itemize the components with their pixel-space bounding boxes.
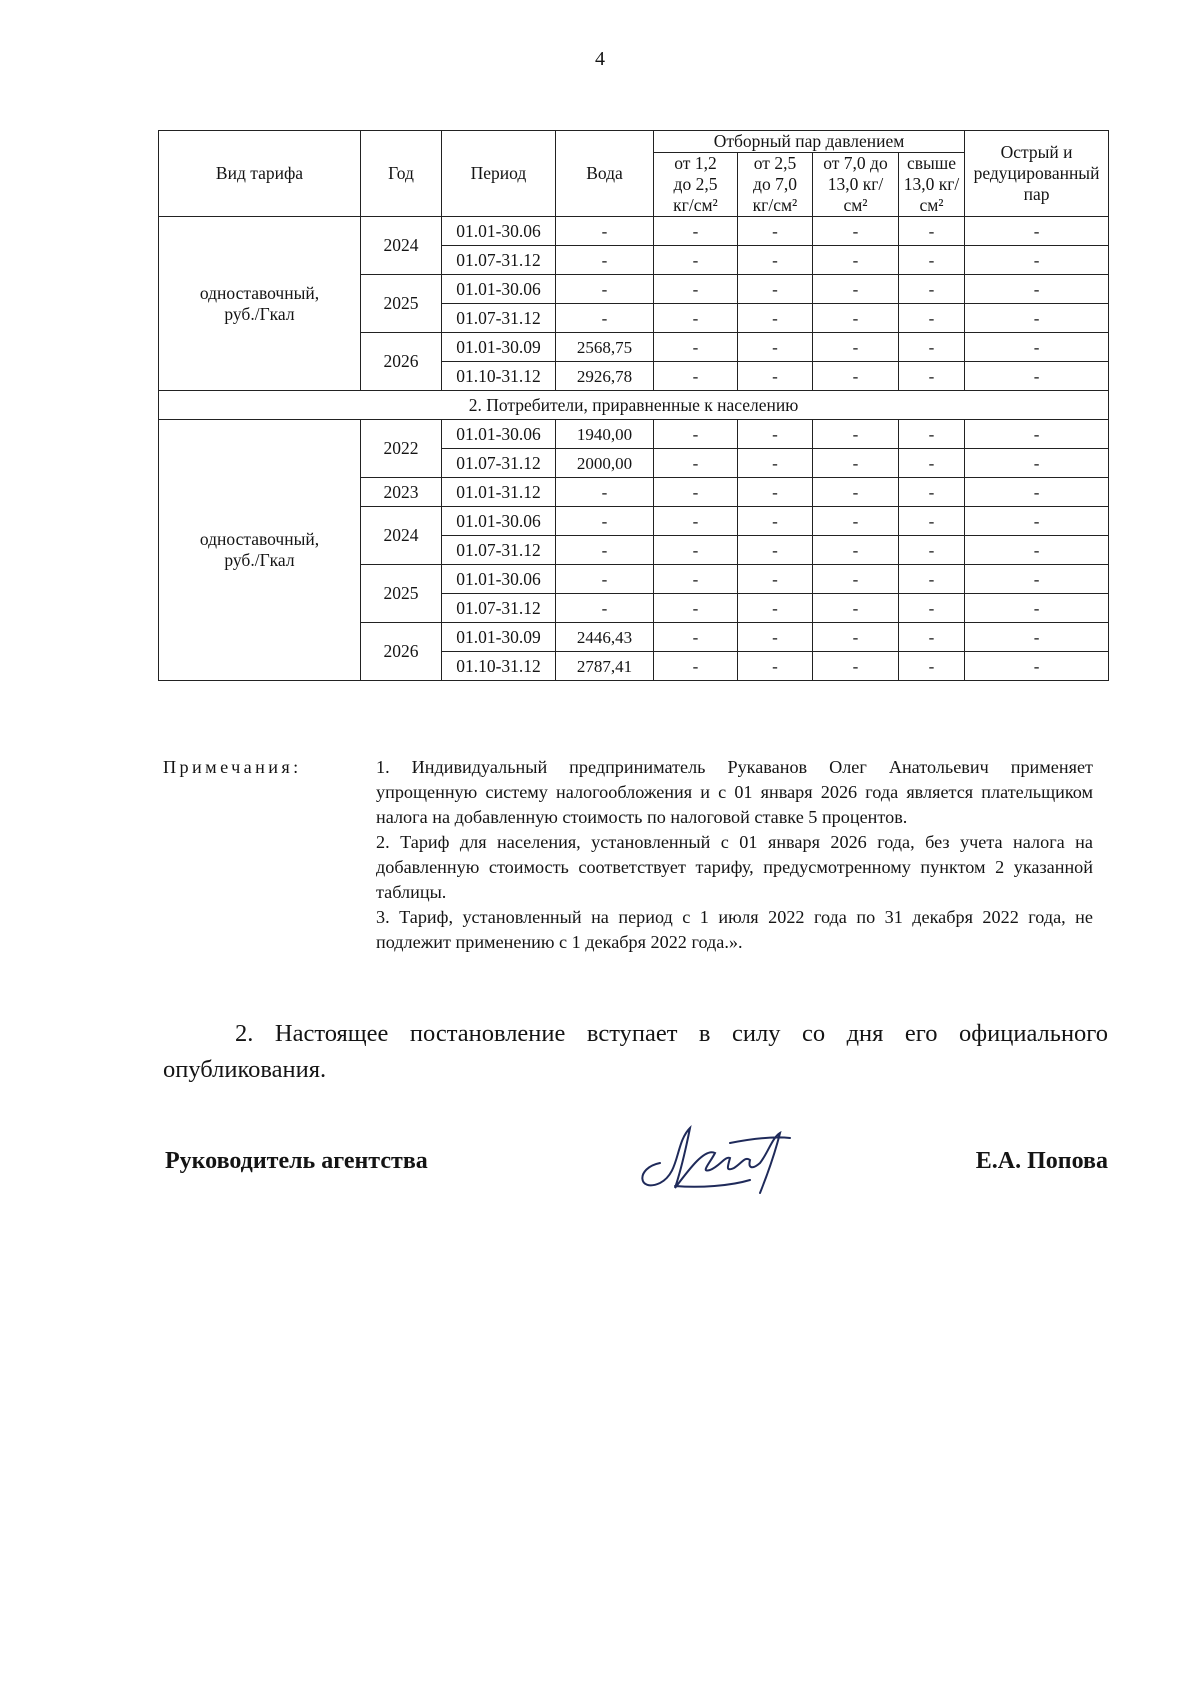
period-cell: 01.01-30.06 [442, 420, 556, 449]
period-cell: 01.07-31.12 [442, 536, 556, 565]
steam-cell: - [965, 362, 1109, 391]
steam-cell: - [813, 362, 899, 391]
section-title-row [159, 391, 1109, 420]
steam-cell: - [654, 333, 738, 362]
steam-cell: - [654, 362, 738, 391]
year-cell: 2025 [361, 275, 442, 333]
steam-cell: - [899, 420, 965, 449]
table-row [159, 217, 1109, 246]
period-cell: 01.01-30.09 [442, 333, 556, 362]
steam-cell: - [654, 478, 738, 507]
steam-cell: - [965, 507, 1109, 536]
steam-cell: - [899, 507, 965, 536]
steam-cell: - [965, 420, 1109, 449]
period-cell: 01.01-30.06 [442, 275, 556, 304]
header-steam-2-text: от 2,5 до 7,0 кг/см² [752, 153, 798, 215]
tariff-table-body [159, 217, 1109, 681]
steam-cell: - [738, 652, 813, 681]
note-item-1: 1. Индивидуальный предприниматель Рукаванов Олег Анатольевич применяет упрощенную систему налогообложения и с 01 января 2026 года является плательщиком налога на добавленную стоимость по налоговой ставке 5 процентов. [376, 757, 1093, 827]
header-steam-4 [899, 153, 965, 217]
steam-cell: - [654, 565, 738, 594]
steam-cell: - [654, 652, 738, 681]
water-cell: - [556, 304, 654, 333]
year-cell: 2025 [361, 565, 442, 623]
period-cell: 01.10-31.12 [442, 362, 556, 391]
steam-cell: - [738, 565, 813, 594]
header-steam-3-text: от 7,0 до 13,0 кг/см² [823, 153, 888, 215]
water-cell: - [556, 478, 654, 507]
page-number: 4 [595, 48, 605, 70]
header-tariff-type: Вид тарифа [159, 131, 361, 217]
steam-cell: - [738, 420, 813, 449]
steam-cell: - [654, 623, 738, 652]
steam-cell: - [965, 449, 1109, 478]
steam-cell: - [899, 246, 965, 275]
steam-cell: - [738, 275, 813, 304]
header-year: Год [361, 131, 442, 217]
header-sharp-steam [965, 131, 1109, 217]
steam-cell: - [965, 623, 1109, 652]
header-sharp-text: Острый и редуцированный пар [973, 142, 1100, 204]
steam-cell: - [654, 507, 738, 536]
steam-cell: - [899, 362, 965, 391]
steam-cell: - [738, 333, 813, 362]
notes-body [376, 755, 1093, 955]
header-steam-4-text: свыше 13,0 кг/см² [903, 153, 960, 215]
steam-cell: - [899, 536, 965, 565]
signatory-title: Руководитель агентства [165, 1148, 428, 1174]
steam-cell: - [813, 478, 899, 507]
note-item-2: 2. Тариф для населения, установленный с 01 января 2026 года, без учета налога на добавленную стоимость соответствует тарифу, предусмотренному пунктом 2 указанной таблицы. [376, 832, 1093, 902]
handwritten-signature [630, 1108, 805, 1198]
year-cell: 2026 [361, 333, 442, 391]
table-row [159, 420, 1109, 449]
steam-cell: - [654, 536, 738, 565]
steam-cell: - [813, 652, 899, 681]
steam-cell: - [813, 275, 899, 304]
steam-cell: - [654, 449, 738, 478]
period-cell: 01.07-31.12 [442, 449, 556, 478]
steam-cell: - [813, 507, 899, 536]
steam-cell: - [654, 594, 738, 623]
period-cell: 01.01-30.06 [442, 507, 556, 536]
steam-cell: - [965, 275, 1109, 304]
steam-cell: - [738, 362, 813, 391]
steam-cell: - [899, 217, 965, 246]
steam-cell: - [899, 304, 965, 333]
steam-cell: - [654, 275, 738, 304]
steam-cell: - [965, 565, 1109, 594]
steam-cell: - [738, 536, 813, 565]
tariff-table [158, 130, 1109, 681]
steam-cell: - [738, 507, 813, 536]
steam-cell: - [899, 333, 965, 362]
water-cell: 2926,78 [556, 362, 654, 391]
steam-cell: - [813, 623, 899, 652]
tariff-type-cell: одноставочный, руб./Гкал [159, 217, 361, 391]
steam-cell: - [813, 217, 899, 246]
steam-cell: - [738, 449, 813, 478]
steam-cell: - [813, 420, 899, 449]
signatory-name: Е.А. Попова [975, 1148, 1108, 1174]
water-cell: - [556, 536, 654, 565]
period-cell: 01.10-31.12 [442, 652, 556, 681]
steam-cell: - [738, 217, 813, 246]
header-water: Вода [556, 131, 654, 217]
steam-cell: - [738, 594, 813, 623]
year-cell: 2022 [361, 420, 442, 478]
water-cell: 2446,43 [556, 623, 654, 652]
steam-cell: - [738, 304, 813, 333]
period-cell: 01.01-30.06 [442, 217, 556, 246]
water-cell: - [556, 565, 654, 594]
steam-cell: - [965, 246, 1109, 275]
year-cell: 2026 [361, 623, 442, 681]
period-cell: 01.07-31.12 [442, 304, 556, 333]
header-steam-1-text: от 1,2 до 2,5 кг/см² [673, 153, 718, 215]
period-cell: 01.01-31.12 [442, 478, 556, 507]
steam-cell: - [813, 449, 899, 478]
notes-label: Примечания: [163, 757, 302, 777]
steam-cell: - [899, 565, 965, 594]
steam-cell: - [654, 246, 738, 275]
steam-cell: - [965, 478, 1109, 507]
header-steam-group: Отборный пар давлением [654, 131, 965, 153]
steam-cell: - [899, 652, 965, 681]
steam-cell: - [813, 246, 899, 275]
year-cell: 2024 [361, 507, 442, 565]
water-cell: 2568,75 [556, 333, 654, 362]
steam-cell: - [738, 478, 813, 507]
water-cell: 2000,00 [556, 449, 654, 478]
steam-cell: - [965, 304, 1109, 333]
steam-cell: - [654, 304, 738, 333]
note-item-3: 3. Тариф, установленный на период с 1 июля 2022 года по 31 декабря 2022 года, не подлежит применению с 1 декабря 2022 года.». [376, 907, 1093, 952]
steam-cell: - [965, 652, 1109, 681]
clause-2: 2. Настоящее постановление вступает в силу со дня его официального опубликования. [163, 1020, 1108, 1083]
year-cell: 2024 [361, 217, 442, 275]
steam-cell: - [654, 217, 738, 246]
period-cell: 01.07-31.12 [442, 246, 556, 275]
steam-cell: - [813, 333, 899, 362]
steam-cell: - [738, 246, 813, 275]
period-cell: 01.07-31.12 [442, 594, 556, 623]
steam-cell: - [813, 304, 899, 333]
header-period: Период [442, 131, 556, 217]
steam-cell: - [738, 623, 813, 652]
steam-cell: - [965, 217, 1109, 246]
steam-cell: - [899, 594, 965, 623]
steam-cell: - [899, 275, 965, 304]
steam-cell: - [899, 449, 965, 478]
steam-cell: - [654, 420, 738, 449]
water-cell: - [556, 507, 654, 536]
header-steam-3 [813, 153, 899, 217]
header-steam-2 [738, 153, 813, 217]
water-cell: 1940,00 [556, 420, 654, 449]
steam-cell: - [899, 478, 965, 507]
water-cell: 2787,41 [556, 652, 654, 681]
water-cell: - [556, 594, 654, 623]
period-cell: 01.01-30.06 [442, 565, 556, 594]
water-cell: - [556, 275, 654, 304]
water-cell: - [556, 217, 654, 246]
steam-cell: - [965, 333, 1109, 362]
steam-cell: - [813, 565, 899, 594]
steam-cell: - [813, 536, 899, 565]
tariff-type-cell: одноставочный, руб./Гкал [159, 420, 361, 681]
year-cell: 2023 [361, 478, 442, 507]
steam-cell: - [965, 594, 1109, 623]
steam-cell: - [813, 594, 899, 623]
period-cell: 01.01-30.09 [442, 623, 556, 652]
water-cell: - [556, 246, 654, 275]
header-steam-1 [654, 153, 738, 217]
steam-cell: - [899, 623, 965, 652]
section-title: 2. Потребители, приравненные к населению [159, 391, 1109, 420]
steam-cell: - [965, 536, 1109, 565]
